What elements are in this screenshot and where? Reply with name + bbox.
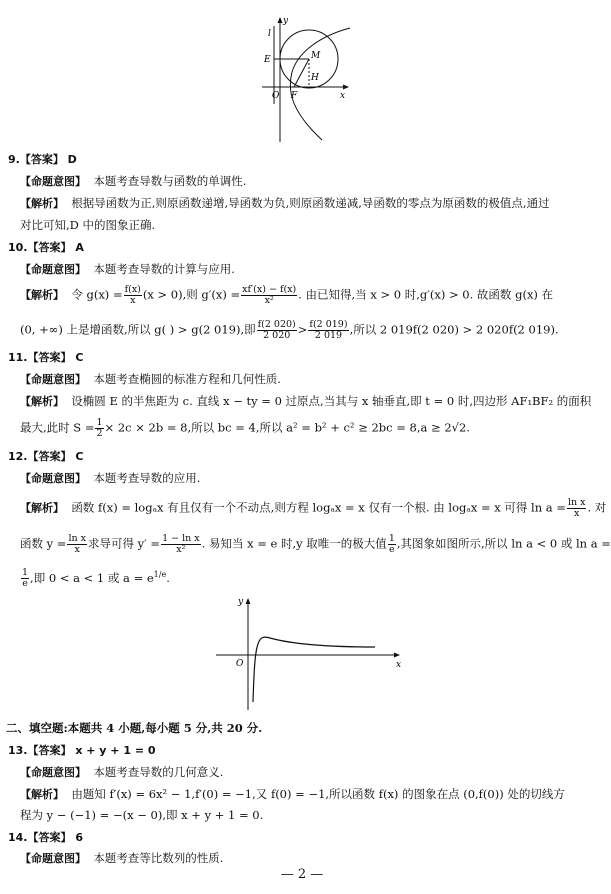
label-l: l bbox=[268, 29, 271, 39]
fraction: $\frac{1}{2}$ bbox=[96, 417, 103, 439]
q14-answer: 14.【答案】 6 bbox=[8, 831, 83, 844]
section-title: 二、填空题:本题共 4 小题,每小题 5 分,共 20 分. bbox=[6, 721, 263, 735]
q9-analysis-cont: 对比可知,D 中的图象正确. bbox=[20, 218, 156, 232]
label-O: O bbox=[236, 659, 244, 669]
fraction: $\frac{\text{ln x}}{x}$ bbox=[567, 497, 586, 519]
q9-answer: 9.【答案】 D bbox=[8, 153, 77, 166]
curve-lnx-over-x bbox=[253, 637, 375, 702]
parabola bbox=[290, 28, 350, 140]
label-F: F bbox=[291, 91, 298, 101]
q11-intent: 【命题意图】 本题考查椭圆的标准方程和几何性质. bbox=[20, 372, 281, 386]
fraction: $\frac{1}{e}$ bbox=[22, 567, 29, 590]
label-x: x bbox=[340, 91, 346, 101]
fraction: $\frac{\text{ln x}}{x}$ bbox=[68, 533, 86, 555]
label-y: y bbox=[283, 16, 289, 26]
figure-lnx-over-x bbox=[210, 592, 410, 712]
label-y: y bbox=[238, 597, 244, 607]
fraction: $\frac{1}{e}$ bbox=[388, 533, 395, 555]
fraction: $\frac{\text{1 − ln x}}{\text{x²}}$ bbox=[162, 533, 200, 555]
q12-answer: 12.【答案】 C bbox=[8, 450, 84, 463]
label-x: x bbox=[396, 660, 402, 670]
q9-analysis: 【解析】 根据导函数为正,则原函数递增,导函数为负,则原函数递减,导函数的零点为原函数的极值点,通过 bbox=[20, 196, 550, 210]
label-O: O bbox=[272, 91, 280, 101]
q11-analysis-cont: 最大,此时 S = $\frac{1}{2}$ × 2c × 2b = 8,所以 bc = 4,所以 a² = b² + c² ≥ 2bc = 8,a ≥ 2√2. bbox=[20, 417, 470, 439]
y-axis-arrow bbox=[246, 598, 251, 604]
figure-circle-parabola bbox=[250, 14, 360, 144]
q13-analysis-cont: 程为 y − (−1) = −(x − 0),即 x + y + 1 = 0. bbox=[20, 808, 264, 822]
fraction: $\frac{f(2 020)}{2 020}$ bbox=[257, 319, 296, 341]
q12-intent: 【命题意图】 本题考查导数的应用. bbox=[20, 471, 201, 485]
q10-answer: 10.【答案】 A bbox=[8, 241, 84, 254]
q12-analysis-end: $\frac{1}{e}$ ,即 0 < a < 1 或 $a = e^{1/e}$. bbox=[22, 567, 170, 590]
q14-intent: 【命题意图】 本题考查等比数列的性质. bbox=[20, 851, 224, 865]
q13-intent: 【命题意图】 本题考查导数的几何意义. bbox=[20, 765, 224, 779]
q9-intent: 【命题意图】 本题考查导数与函数的单调性. bbox=[20, 174, 247, 188]
fraction: $\frac{f(x)}{x}$ bbox=[124, 284, 141, 306]
fraction: $\frac{xf'(x) - f(x)}{\text{x²}}$ bbox=[242, 284, 297, 306]
page-number: — 2 — bbox=[280, 867, 324, 882]
label-H: H bbox=[311, 73, 319, 83]
q12-analysis-cont: 函数 y = $\frac{\text{ln x}}{x}$ 求导可得 y′ = $\frac{\text{1 − ln x}}{\text{x²}}$ . 易知当 x = e 时,y 取唯一的极大值 $\frac{1}{e}$ ,其图象如图所示,所以 ln a < 0 或 ln a = bbox=[20, 533, 611, 555]
q10-intent: 【命题意图】 本题考查导数的计算与应用. bbox=[20, 262, 235, 276]
x-axis-arrow bbox=[394, 653, 400, 658]
q11-analysis: 【解析】 设椭圆 E 的半焦距为 c. 直线 x − ty = 0 过原点,当其与 x 轴垂直,即 t = 0 时,四边形 AF₁BF₂ 的面积 bbox=[20, 394, 592, 408]
q10-analysis-cont: (0, +∞) 上是增函数,所以 g( ) > g(2 019),即 $\frac{f(2 020)}{2 020}$ > $\frac{f(2 019)}{2 019}$ ,所以 2 019f(2 020) > 2 020f(2 019). bbox=[20, 319, 559, 341]
q12-analysis: 【解析】 函数 f(x) = logₐx 有且仅有一个不动点,则方程 logₐx = x 仅有一个根. 由 logₐx = x 可得 ln a = $\frac{\text{ln x}}{x}$ . 对 bbox=[20, 497, 607, 519]
fraction: $\frac{f(2 019)}{2 019}$ bbox=[309, 319, 348, 341]
q11-answer: 11.【答案】 C bbox=[8, 351, 84, 364]
q10-analysis: 【解析】 令 g(x) = $\frac{f(x)}{x}$ (x > 0),则 g′(x) = $\frac{xf'(x) - f(x)}{\text{x²}}$ . 由已知得,当 x > 0 时,g′(x) > 0. 故函数 g(x) 在 bbox=[20, 284, 554, 306]
y-axis-arrow bbox=[278, 17, 283, 23]
label-E: E bbox=[264, 55, 271, 65]
x-axis-arrow bbox=[343, 85, 349, 90]
q13-analysis: 【解析】 由题知 f′(x) = 6x² − 1,f′(0) = −1,又 f(0) = −1,所以函数 f(x) 的图象在点 (0,f(0)) 处的切线方 bbox=[20, 787, 565, 801]
label-M: M bbox=[311, 51, 321, 61]
q13-answer: 13.【答案】 x + y + 1 = 0 bbox=[8, 744, 156, 757]
